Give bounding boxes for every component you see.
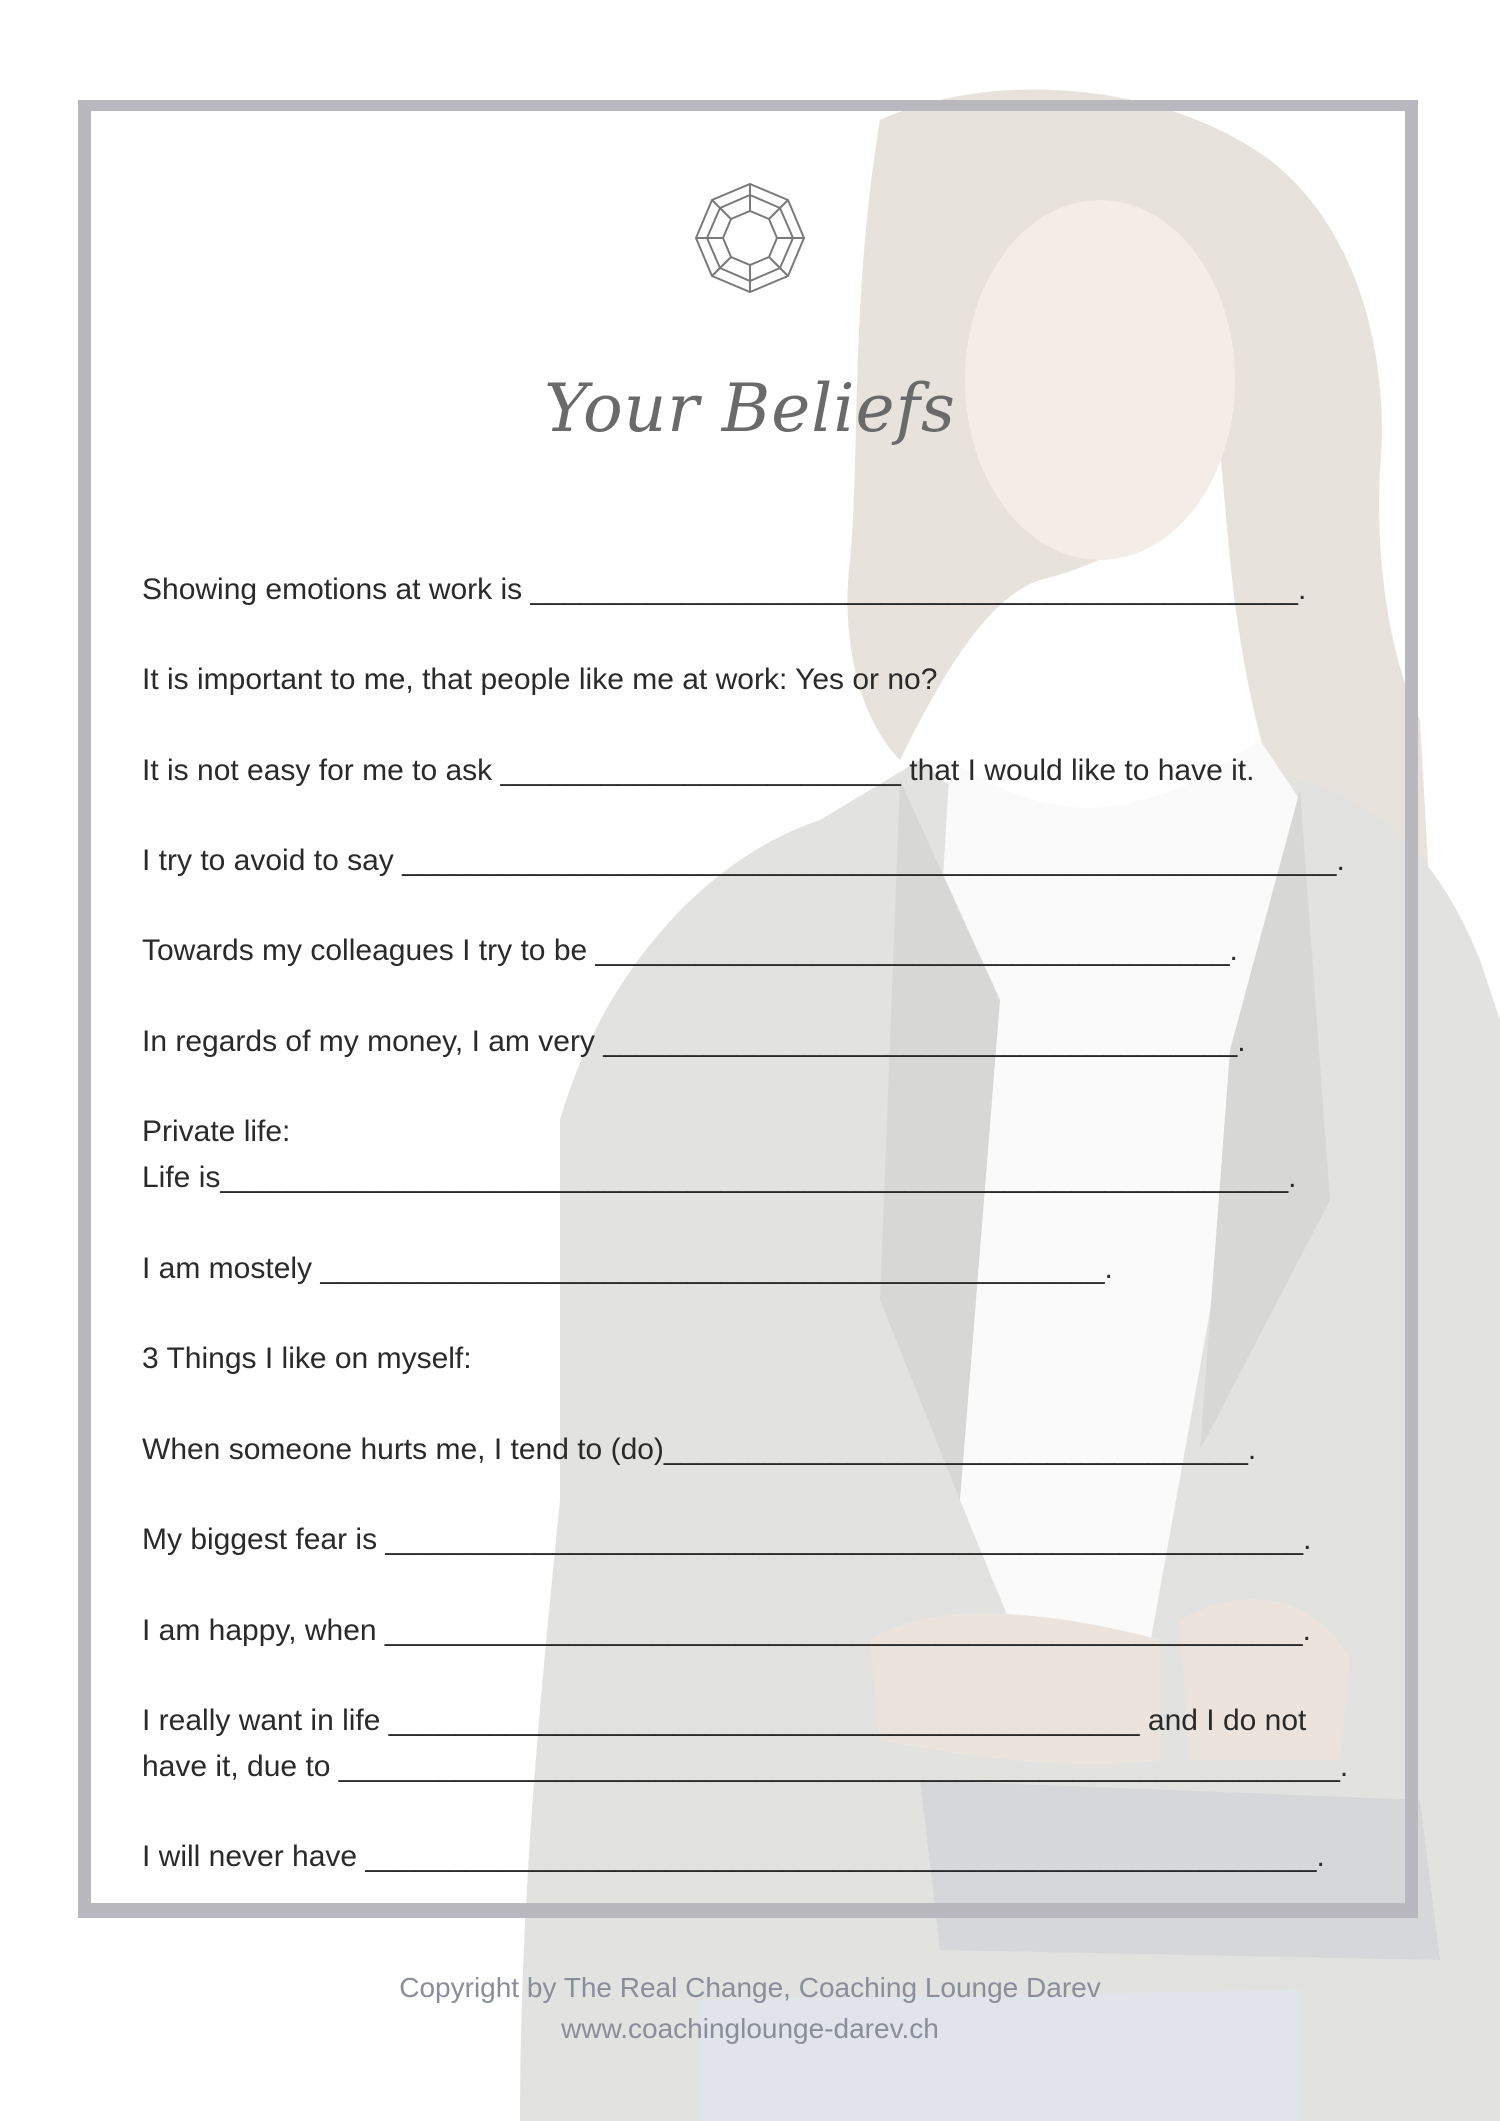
prompt-three-things: 3 Things I like on myself: bbox=[142, 1342, 472, 1375]
prompt-never-have[interactable]: I will never have _________________________________________________________. bbox=[142, 1840, 1325, 1873]
prompt-showing-emotions[interactable]: Showing emotions at work is ______________________________________________. bbox=[142, 573, 1307, 606]
prompt-biggest-fear[interactable]: My biggest fear is _______________________________________________________. bbox=[142, 1523, 1312, 1556]
octagon-emblem-icon bbox=[693, 181, 807, 295]
prompt-i-am-mostly[interactable]: I am mostely _______________________________________________. bbox=[142, 1252, 1113, 1285]
prompt-when-hurt[interactable]: When someone hurts me, I tend to (do)___________________________________. bbox=[142, 1433, 1257, 1466]
prompt-people-like-me: It is important to me, that people like me at work: Yes or no? bbox=[142, 663, 938, 696]
footer-website[interactable]: www.coachinglounge-darev.ch bbox=[561, 2013, 939, 2044]
prompt-towards-colleagues[interactable]: Towards my colleagues I try to be ______________________________________. bbox=[142, 934, 1238, 967]
prompt-really-want[interactable]: I really want in life _____________________________________________ and I do not bbox=[142, 1704, 1307, 1737]
prompt-not-easy-to-ask[interactable]: It is not easy for me to ask ________________________ that I would like to have it. bbox=[142, 754, 1255, 787]
prompt-money[interactable]: In regards of my money, I am very ______________________________________. bbox=[142, 1025, 1246, 1058]
prompt-avoid-to-say[interactable]: I try to avoid to say ________________________________________________________. bbox=[142, 844, 1345, 877]
page-title: Your Beliefs bbox=[544, 370, 956, 447]
prompt-happy-when[interactable]: I am happy, when _______________________________________________________. bbox=[142, 1614, 1311, 1647]
prompt-due-to[interactable]: have it, due to ____________________________________________________________. bbox=[142, 1750, 1349, 1783]
footer-copyright: Copyright by The Real Change, Coaching Lounge Darev bbox=[399, 1972, 1101, 2003]
prompt-life-is[interactable]: Life is________________________________________________________________. bbox=[142, 1161, 1297, 1194]
section-private-life: Private life: bbox=[142, 1115, 291, 1148]
